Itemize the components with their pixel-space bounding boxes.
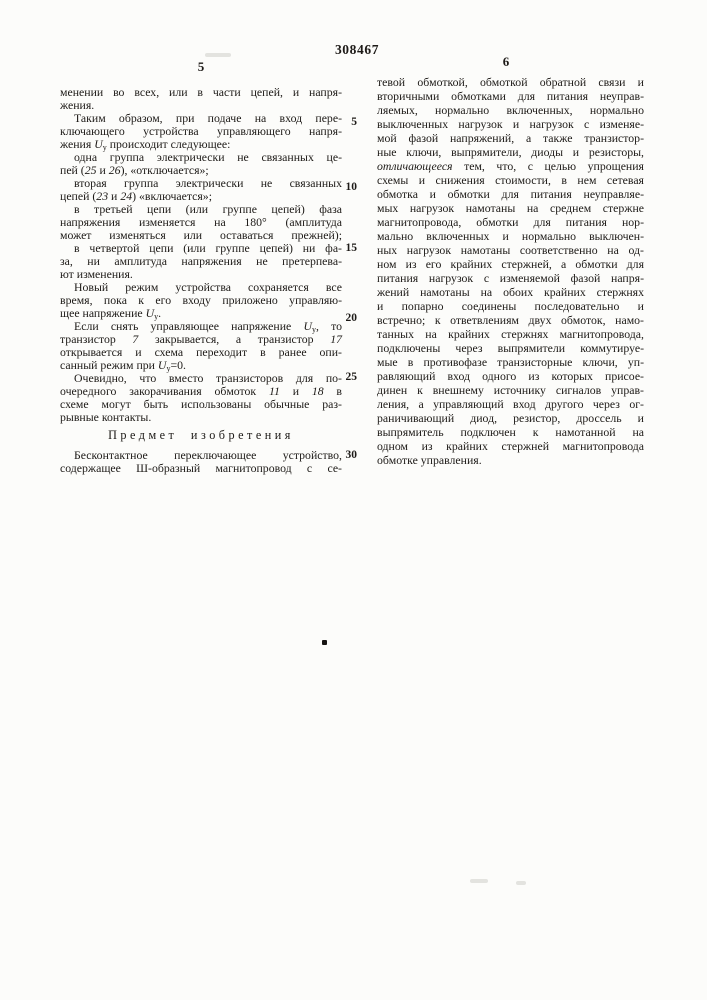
text-line: в третьей цепи (или группе цепей) фаза (74, 202, 342, 216)
text-line: обмотка и обмотки для питания неуправляе- (377, 187, 644, 201)
text-line: Новый режим устройства сохраняется все (74, 280, 342, 294)
claim-line-number: 5 (351, 116, 357, 128)
text-line: одном из крайних стержней магнитопровода (377, 439, 644, 453)
text-line: пей (25 и 26), «отключается»; (60, 163, 209, 177)
text-line: обмотке управления. (377, 453, 482, 467)
page-number-right: 6 (502, 54, 510, 69)
left-column-text-bottom (60, 449, 342, 475)
text-line: ют изменения. (60, 267, 133, 281)
text-line: подключены через выпрямители коммутируе- (377, 341, 644, 355)
text-line: ления, а управляющий вход другого через ог- (377, 397, 644, 411)
text-line: Таким образом, при подаче на вход пере- (74, 111, 342, 125)
text-line: раничивающий диод, резистор, дроссель и (377, 411, 644, 425)
text-line: питания нагрузок с изменяемой фазой напря- (377, 271, 644, 285)
text-line: ные ключи, выпрямители, диоды и резисторы, (377, 145, 644, 159)
left-column-text-top (60, 86, 342, 424)
text-line: мально включенных и нормально выключен- (377, 229, 644, 243)
text-line: очередного закорачивания обмоток 11 и 18 в (60, 384, 342, 398)
claim-line-number: 25 (345, 371, 357, 383)
text-line: щее напряжение $U_у$. (60, 306, 162, 321)
right-column (377, 75, 644, 467)
text-line: содержащее Ш-образный магнитопровод с се- (60, 461, 342, 475)
text-line: ном из его крайних стержней, а обмотки для (377, 257, 644, 271)
text-line: может изменяться или оставаться прежней); (60, 228, 342, 242)
text-line: танных на крайних стержнях магнитопровода, (377, 327, 644, 341)
patent-number: 308467 (334, 42, 380, 57)
text-line: схемы и снижения стоимости, в нем сетевая (377, 173, 644, 187)
text-line: мой фазой напряжений, а также транзистор- (377, 131, 644, 145)
text-line: в четвертой цепи (или группе цепей) ни фа- (74, 241, 342, 255)
text-line: схеме могут быть использованы обычные раз- (60, 397, 342, 411)
text-line: ключающего устройства управляющего напря- (60, 124, 342, 138)
claims-heading: Предмет изобретения (108, 428, 294, 442)
text-line: транзистор 7 закрывается, а транзистор 17 (60, 332, 342, 346)
text-line: Бесконтактное переключающее устройство, (74, 448, 342, 462)
text-line: жения. (60, 98, 95, 112)
left-column (60, 86, 342, 475)
text-line: санный режим при $U_у=0$. (60, 358, 186, 373)
claim-line-number: 30 (345, 449, 357, 461)
text-line: тевой обмоткой, обмоткой обратной связи и (377, 75, 644, 89)
text-line: динен к внешнему источнику сигналов управ- (377, 383, 644, 397)
text-line: открывается и схема переходит в ранее опи- (60, 345, 342, 359)
claim-line-number: 20 (345, 312, 357, 324)
text-line: жения $U_у$ происходит следующее: (60, 137, 231, 152)
text-line: вторичными обмотками для питания неуправ- (377, 89, 644, 103)
text-line: вторая группа электрически не связанных (74, 176, 342, 190)
text-line: выпрямитель подключен к намотанной на (377, 425, 644, 439)
text-line: Если снять управляющее напряжение $U_у$, то (74, 319, 342, 334)
text-line: мых нагрузок намотаны на среднем стержне (377, 201, 644, 215)
ink-dot-artifact (322, 640, 327, 645)
text-line: отличающееся тем, что, с целью упрощения (377, 159, 644, 173)
text-line: мые в противофазе транзисторные ключи, уп- (377, 355, 644, 369)
text-line: равляющий вход одного из которых присое- (377, 369, 644, 383)
text-line: магнитопровода, обмотки для питания нор- (377, 215, 644, 229)
right-column-text (377, 75, 644, 467)
page-number-left: 5 (197, 59, 205, 74)
text-line: рывные контакты. (60, 410, 152, 424)
text-line: за, ни амплитуда напряжения не претерпева- (60, 254, 342, 268)
smudge-artifact (205, 53, 231, 57)
text-line: напряжения изменяется на 180° (амплитуда (60, 215, 342, 229)
text-line: менении во всех, или в части цепей, и напря- (60, 85, 342, 99)
text-line: цепей (23 и 24) «включается»; (60, 189, 212, 203)
text-line: ляемых, нормально включенных, нормально (377, 103, 644, 117)
text-line: время, пока к его входу приложено управляю- (60, 293, 342, 307)
text-line: и попарно соединены последовательно и (377, 299, 644, 313)
text-line: встречно; к ответвлениям двух обмоток, намо- (377, 313, 644, 327)
smudge-artifact (470, 879, 488, 883)
text-line: ных нагрузок намотаны соответственно на од- (377, 243, 644, 257)
claim-line-number: 10 (345, 181, 357, 193)
claim-line-number: 15 (345, 242, 357, 254)
text-line: жений намотаны на обоих крайних стержнях (377, 285, 644, 299)
smudge-artifact (516, 881, 526, 885)
text-line: Очевидно, что вместо транзисторов для по- (74, 371, 342, 385)
text-line: выключенных нагрузок и нагрузок с изменяе- (377, 117, 644, 131)
text-line: одна группа электрически не связанных це- (74, 150, 342, 164)
